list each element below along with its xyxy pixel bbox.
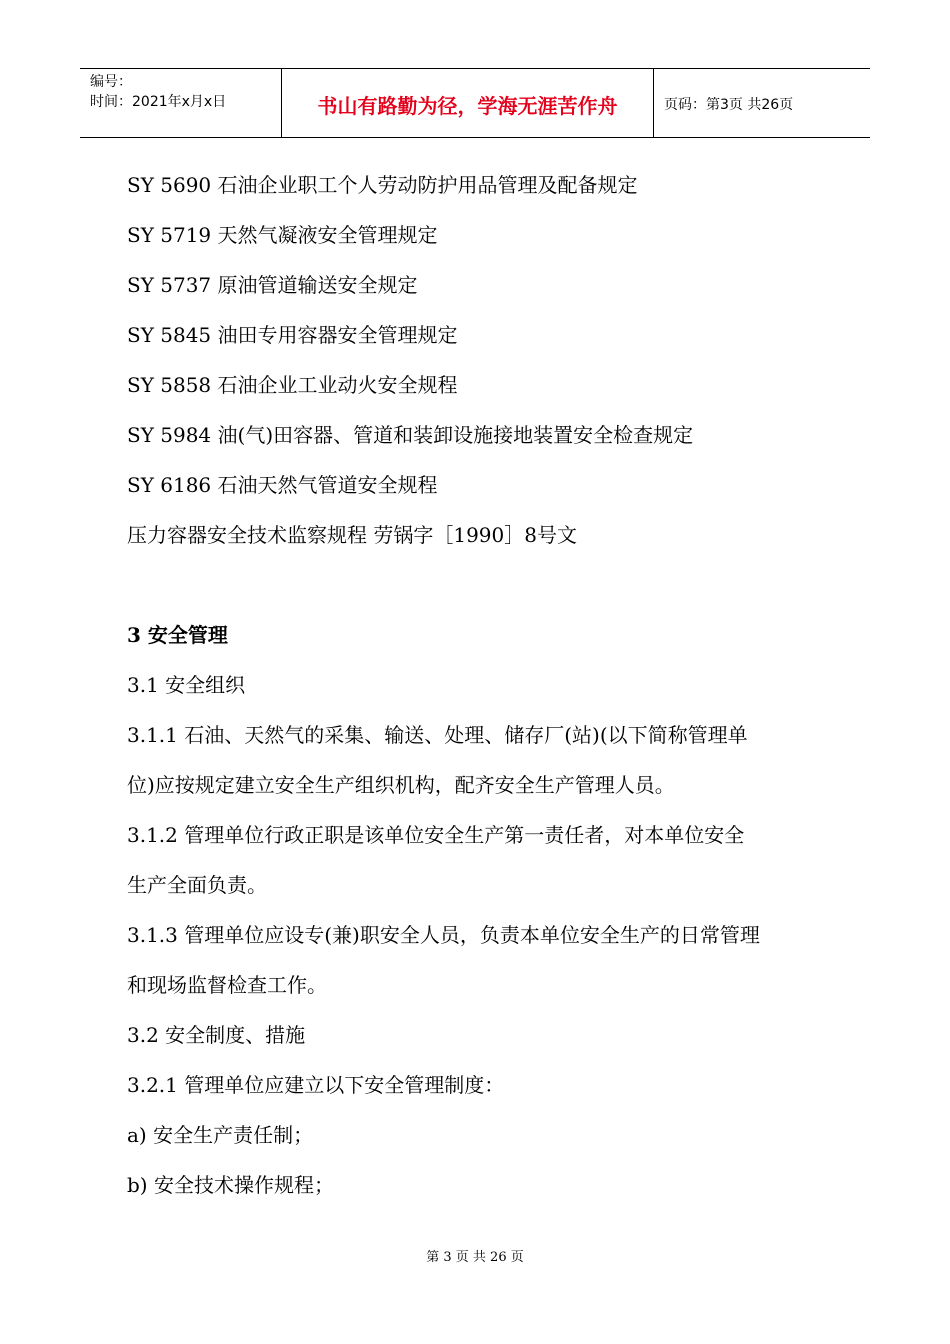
standard-sy5984: SY 5984 油(气)田容器、管道和装卸设施接地装置安全检查规定 (127, 423, 694, 447)
list-item-b: b) 安全技术操作规程； (127, 1173, 334, 1197)
list-item-a: a) 安全生产责任制； (127, 1123, 314, 1147)
document-body (127, 160, 827, 1210)
pressure-vessel-regulation: 压力容器安全技术监察规程 劳锅字［1990］8号文 (127, 523, 577, 547)
standard-sy5690: SY 5690 石油企业职工个人劳动防护用品管理及配备规定 (127, 173, 638, 197)
blank-line (127, 560, 827, 610)
header-page-info: 页码：第3页 共26页 (664, 97, 794, 113)
paragraph-3-2-1: 3.2.1 管理单位应建立以下安全管理制度： (127, 1073, 505, 1097)
standard-sy5858: SY 5858 石油企业工业动火安全规程 (127, 373, 458, 397)
header-motto: 书山有路勤为径，学海无涯苦作舟 (282, 69, 654, 137)
page-header (80, 68, 870, 138)
subsection-heading: 3.2 安全制度、措施 (127, 1023, 306, 1047)
paragraph-3-1-1-line2: 位)应按规定建立安全生产组织机构，配齐安全生产管理人员。 (127, 773, 675, 797)
standard-sy5737: SY 5737 原油管道输送安全规定 (127, 273, 418, 297)
standard-sy5845: SY 5845 油田专用容器安全管理规定 (127, 323, 458, 347)
standard-sy6186: SY 6186 石油天然气管道安全规程 (127, 473, 438, 497)
header-number-label: 编号： (90, 74, 132, 90)
section-heading: 3 安全管理 (127, 623, 228, 647)
subsection-heading: 3.1 安全组织 (127, 673, 246, 697)
paragraph-3-1-1-line1: 3.1.1 石油、天然气的采集、输送、处理、储存厂(站)(以下简称管理单 (127, 723, 748, 747)
standard-sy5719: SY 5719 天然气凝液安全管理规定 (127, 223, 438, 247)
paragraph-3-1-2-line1: 3.1.2 管理单位行政正职是该单位安全生产第一责任者，对本单位安全 (127, 823, 745, 847)
header-meta (80, 69, 282, 137)
paragraph-3-1-3-line2: 和现场监督检查工作。 (127, 973, 327, 997)
page-footer: 第 3 页 共 26 页 (426, 1250, 524, 1265)
paragraph-3-1-2-line2: 生产全面负责。 (127, 873, 267, 897)
paragraph-3-1-3-line1: 3.1.3 管理单位应设专(兼)职安全人员，负责本单位安全生产的日常管理 (127, 923, 760, 947)
header-date: 时间：2021年x月x日 (90, 94, 227, 110)
